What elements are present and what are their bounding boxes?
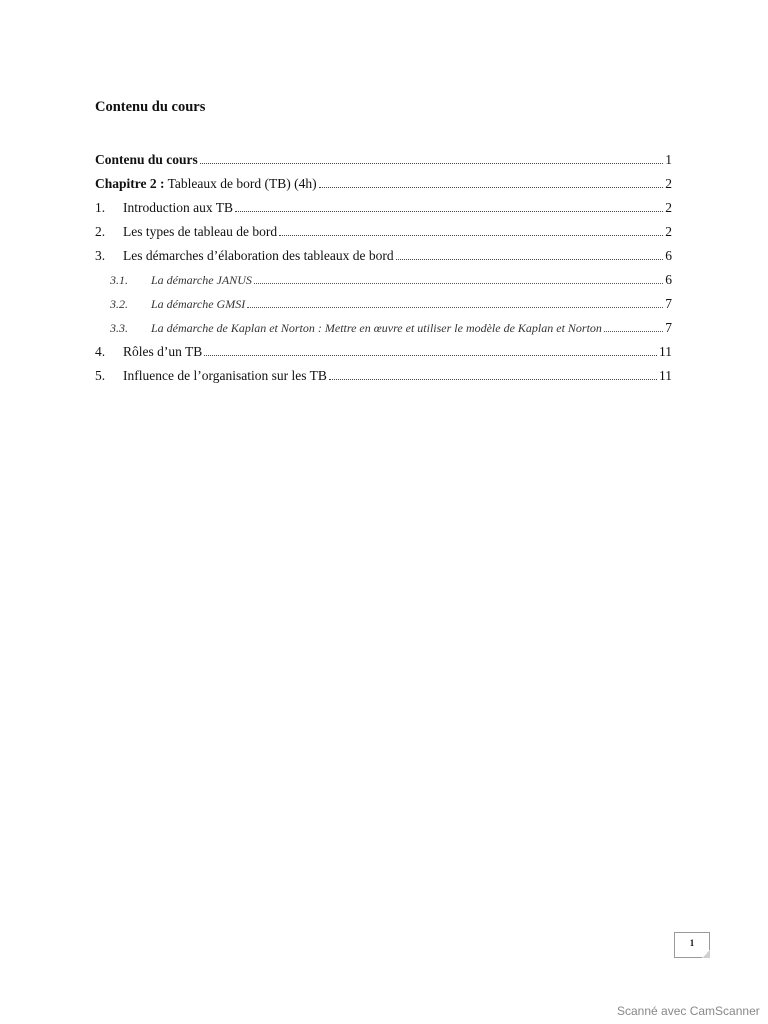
- dot-leader: [247, 307, 663, 308]
- toc-entry-3-3[interactable]: [95, 318, 672, 342]
- toc-entry-title: La démarche de Kaplan et Norton : Mettre en œuvre et utiliser le modèle de Kaplan et Norton: [151, 321, 602, 335]
- toc-entry-3-2[interactable]: [95, 294, 672, 318]
- dot-leader: [604, 331, 663, 332]
- table-of-contents: [95, 150, 672, 390]
- toc-entry-title: Rôles d’un TB: [123, 344, 203, 359]
- toc-entry-page: 6: [665, 248, 672, 263]
- toc-entry-number: 4.: [95, 344, 106, 359]
- toc-entry-page: 11: [659, 344, 672, 359]
- toc-entry-title: Contenu du cours: [95, 152, 198, 167]
- scanner-watermark: Scanné avec CamScanner: [617, 1004, 760, 1018]
- toc-entry-page: 11: [659, 368, 672, 383]
- toc-entry-number: 3.: [95, 248, 106, 263]
- page-heading: Contenu du cours: [95, 99, 206, 115]
- toc-entry-number: 2.: [95, 224, 106, 239]
- toc-entry-4[interactable]: [95, 342, 672, 366]
- toc-entry-title: Les démarches d’élaboration des tableaux de bord: [123, 248, 394, 263]
- toc-entry-page: 7: [665, 320, 672, 335]
- toc-entry-page: 6: [665, 272, 672, 287]
- toc-entry-3-1[interactable]: [95, 270, 672, 294]
- dot-leader: [396, 259, 664, 260]
- toc-entry-number: 5.: [95, 368, 106, 383]
- toc-entry-title: La démarche JANUS: [151, 273, 252, 287]
- toc-entry-page: 2: [665, 224, 672, 239]
- toc-entry-title: La démarche GMSI: [151, 297, 246, 311]
- dot-leader: [235, 211, 663, 212]
- toc-entry-page: 7: [665, 296, 672, 311]
- chapter-label: Chapitre 2 :: [95, 176, 165, 191]
- toc-entry-chapitre-2[interactable]: [95, 174, 672, 198]
- page-number: 1: [689, 938, 695, 948]
- toc-entry-number: 3.3.: [110, 321, 128, 335]
- toc-entry-title: [95, 174, 317, 194]
- toc-entry-page: 2: [665, 176, 672, 191]
- toc-entry-2[interactable]: [95, 222, 672, 246]
- dot-leader: [204, 355, 657, 356]
- page-fold-icon: [702, 950, 710, 958]
- toc-entry-number: 1.: [95, 200, 106, 215]
- page-number-box: [674, 932, 710, 958]
- dot-leader: [319, 187, 664, 188]
- toc-entry-3[interactable]: [95, 246, 672, 270]
- toc-entry-title: Influence de l’organisation sur les TB: [123, 368, 327, 383]
- toc-entry-number: 3.2.: [110, 297, 128, 311]
- dot-leader: [254, 283, 663, 284]
- toc-entry-page: 2: [665, 200, 672, 215]
- toc-entry-title: Les types de tableau de bord: [123, 224, 278, 239]
- toc-entry-5[interactable]: [95, 366, 672, 390]
- toc-entry-page: 1: [665, 152, 672, 167]
- toc-entry-contenu[interactable]: [95, 150, 672, 174]
- toc-entry-1[interactable]: [95, 198, 672, 222]
- dot-leader: [329, 379, 657, 380]
- dot-leader: [279, 235, 663, 236]
- toc-entry-number: 3.1.: [110, 273, 128, 287]
- chapter-title: Tableaux de bord (TB) (4h): [164, 176, 317, 191]
- toc-entry-title: Introduction aux TB: [123, 200, 233, 215]
- dot-leader: [200, 163, 663, 164]
